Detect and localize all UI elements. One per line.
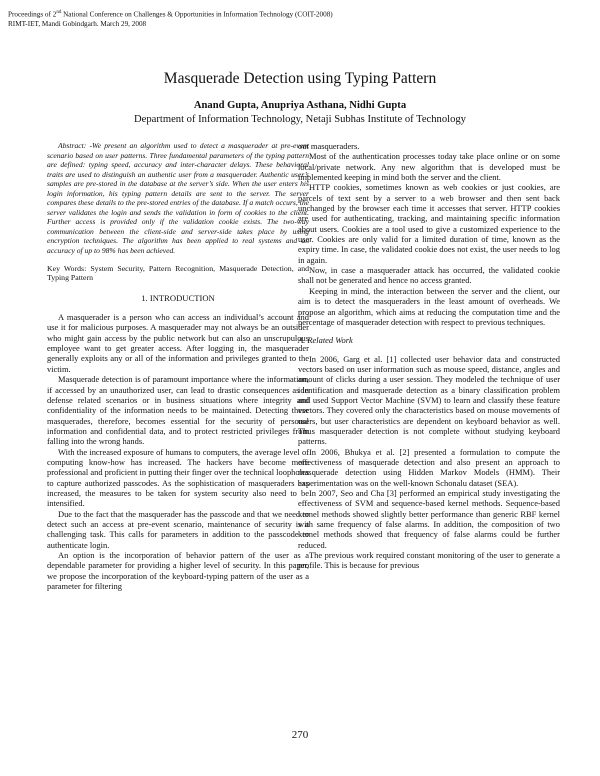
header-line-1: Proceedings of 2nd National Conference on Challenges & Opportunities in Information Technology (COIT-2008) <box>8 10 333 19</box>
paper-title: Masquerade Detection using Typing Pattern <box>163 70 437 87</box>
related-work-paragraph: In 2006, Garg et al. [1] collected user behavior data and constructed vectors based on user information such as mouse speed, distance, angles and amount of clicks during a user session. They modeled the technique of user identification and masquerade detection as a binary classification problem and used Support Vector Machine (SVM) to learn and classify these feature vectors. They covered only the characteristics based on mouse movements of users, but user characteristics are dependent on keyboard behavior as well. Thus masquerader detection is not complete without studying keyboard patterns. <box>298 353 560 447</box>
author-list: Anand Gupta, Anupriya Asthana, Nidhi Gupta <box>193 100 407 111</box>
body-paragraph: out masqueraders. <box>298 141 360 151</box>
body-paragraph: Most of the authentication processes today take place online or on some local/private network. Any new algorithm that is developed must be implemented keeping in mind both the server and the client. <box>298 151 560 183</box>
body-paragraph: Now, in case a masquerader attack has occurred, the validated cookie shall not be generated and hence no access granted. <box>298 265 560 286</box>
conference-header <box>8 8 333 29</box>
body-paragraph: HTTP cookies, sometimes known as web cookies or just cookies, are parcels of text sent by a server to a web browser and then sent back unchanged by the browser each time it accesses that server. HTTP cookies are used for authenticating, tracking, and maintaining specific information about users. Cookies are a tool used to give a customized experience to the user. Cookies are only valid for a limited duration of time, known as the expiry time. In case, the validated cookie does not exist, the user needs to log in again. <box>298 182 560 265</box>
related-work-paragraph: In 2007, Seo and Cha [3] performed an empirical study investigating the effectiveness of SVM and sequence-based kernel methods. Sequence-based kernel methods showed slightly better performance than generic RBF kernel with same frequency of false alarms. In addition, the composition of two kernel methods showed that frequency of false alarms could be further reduced. <box>298 488 560 550</box>
related-work-paragraph: The previous work required constant monitoring of the user to generate a profile. This is because for previous <box>298 550 560 571</box>
intro-paragraph: Masquerade detection is of paramount importance where the information, if accessed by an unauthorized user, can lead to drastic consequences as in defense related scenarios or in business situations where integrity and confidentiality of the information needs to be maintained. Detecting these masquerades, therefore, becomes essential for the security of personal information and confidential data, and to protect restricted privileges from falling into the wrong hands. <box>47 374 309 447</box>
subsection-heading-related-work: A. Related Work <box>298 335 353 346</box>
related-work-paragraph: In 2006, Bhukya et al. [2] presented a formulation to compute the effectiveness of masquerade detection and also present an approach to masquerade detection using Hidden Markov Models (HMM). Their experimentation was on the well-known Schonalu dataset (SEA). <box>298 446 560 488</box>
intro-paragraph: With the increased exposure of humans to computers, the average level of computing know-how has increased. The hackers have become more professional and proficient in putting their finger over the technical loopholes to capture authorized passcodes. As the sophistication of masqueraders has increased, the measures to be taken for system security also need to be intensified. <box>47 446 309 509</box>
intro-paragraph: An option is the incorporation of behavior pattern of the user as a dependable parameter for providing a higher level of security. In this paper, we propose the incorporation of the keyboard-typing pattern of the user as a parameter for filtering <box>47 550 309 592</box>
left-column <box>47 141 309 591</box>
page-number: 270 <box>291 729 309 741</box>
header-line-2: RIMT-IET, Mandi Gobindgarh. March 29, 2008 <box>8 19 147 28</box>
right-column <box>298 141 560 571</box>
abstract: Abstract: -We present an algorithm used to detect a masquerader at pre-event scenario based on user patterns. Three fundamental parameters of the typing pattern are defined: typing speed, accuracy and inter-character delays. These behavioral traits are used to distinguish an authentic user from a masquerader. Authentic user’s samples are pre-stored in the database at the server’s side. When the user enters his login information, his typing pattern details are sent to the server. The server compares these details to the pre-stored entries of the database. If a match occurs, the server validates the login and sends the validation in form of cookies to the client. Further access is provided only if the validation cookie exists. The two-way communication between the client-side and server-side takes place by using encryption techniques. The algorithm has been applied to real systems and an accuracy of up to 98% has been achieved. <box>47 141 309 256</box>
intro-paragraph: Due to the fact that the masquerader has the passcode and that we need to detect such an access at pre-event scenario, maintenance of security is a challenging task. This calls for parameters in addition to the passcode to authenticate login. <box>47 508 309 550</box>
affiliation: Department of Information Technology, Netaji Subhas Institute of Technology <box>134 114 466 125</box>
intro-paragraph: A masquerader is a person who can access an individual’s account and use it for malicious purposes. A masquerader may not always be an outsider who might gain access by the public network but can also an unscrupulous employee want to get greater access. After logging in, the masquerader generally exploits any or all of the information and privileges granted to the victim. <box>47 312 309 374</box>
keywords: Key Words: System Security, Pattern Recognition, Masquerade Detection, and Typing Pattern <box>47 263 309 283</box>
section-heading-introduction: 1. INTRODUCTION <box>141 292 215 303</box>
body-paragraph: Keeping in mind, the interaction between the server and the client, our aim is to detect the masqueraders in the least amount of overheads. We propose an algorithm, which aims at reducing the computation time and the percentage of masquerader detection with respect to previous techniques. <box>298 285 560 327</box>
